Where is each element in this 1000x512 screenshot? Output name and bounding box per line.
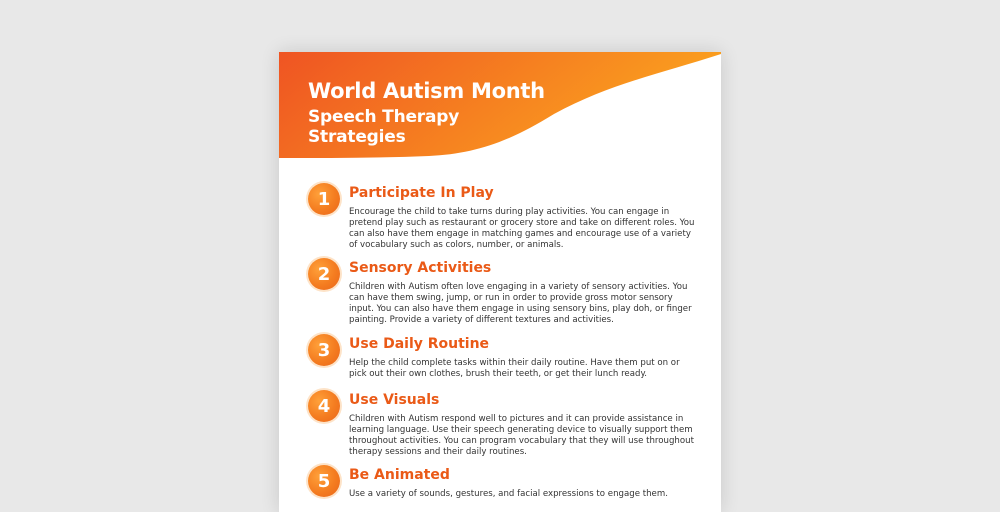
flyer-page (279, 52, 721, 512)
strategy-description: Help the child complete tasks within their daily routine. Have them put on or pick out their own clothes, brush their teeth, or get their lunch ready. (349, 358, 680, 379)
strategy-description: Children with Autism respond well to pictures and it can provide assistance in learning language. Use their speech generating device to visually support them throughout activities. You can program vocabulary that they will use throughout therapy sessions and their daily routines. (349, 414, 694, 457)
subtitle-line-1: Speech Therapy (308, 107, 460, 127)
strategy-description: Use a variety of sounds, gestures, and facial expressions to engage them. (349, 489, 668, 499)
strategy-title: Sensory Activities (349, 260, 492, 276)
step-number-badge: 2 (308, 258, 340, 290)
page-subtitle (308, 107, 459, 147)
strategy-title: Participate In Play (349, 185, 494, 201)
step-number-badge: 4 (308, 390, 340, 422)
strategy-title: Be Animated (349, 467, 450, 483)
strategy-title: Use Daily Routine (349, 336, 490, 352)
step-number-badge: 3 (308, 334, 340, 366)
strategy-description: Encourage the child to take turns during play activities. You can engage in pretend play such as restaurant or grocery store and take on different roles. You can also have them engage in matching games and encourage use of a variety of vocabulary such as colors, number, or animals. (349, 207, 695, 250)
step-number-badge: 1 (308, 183, 340, 215)
step-number-badge: 5 (308, 465, 340, 497)
strategy-title: Use Visuals (349, 392, 440, 408)
subtitle-line-2: Strategies (308, 127, 406, 147)
strategy-description: Children with Autism often love engaging in a variety of sensory activities. You can have them swing, jump, or run in order to provide gross motor sensory input. You can also have them engage in using sensory bins, play doh, or finger painting. Provide a variety of different textures and activities. (349, 282, 692, 325)
page-title: World Autism Month (308, 79, 545, 103)
